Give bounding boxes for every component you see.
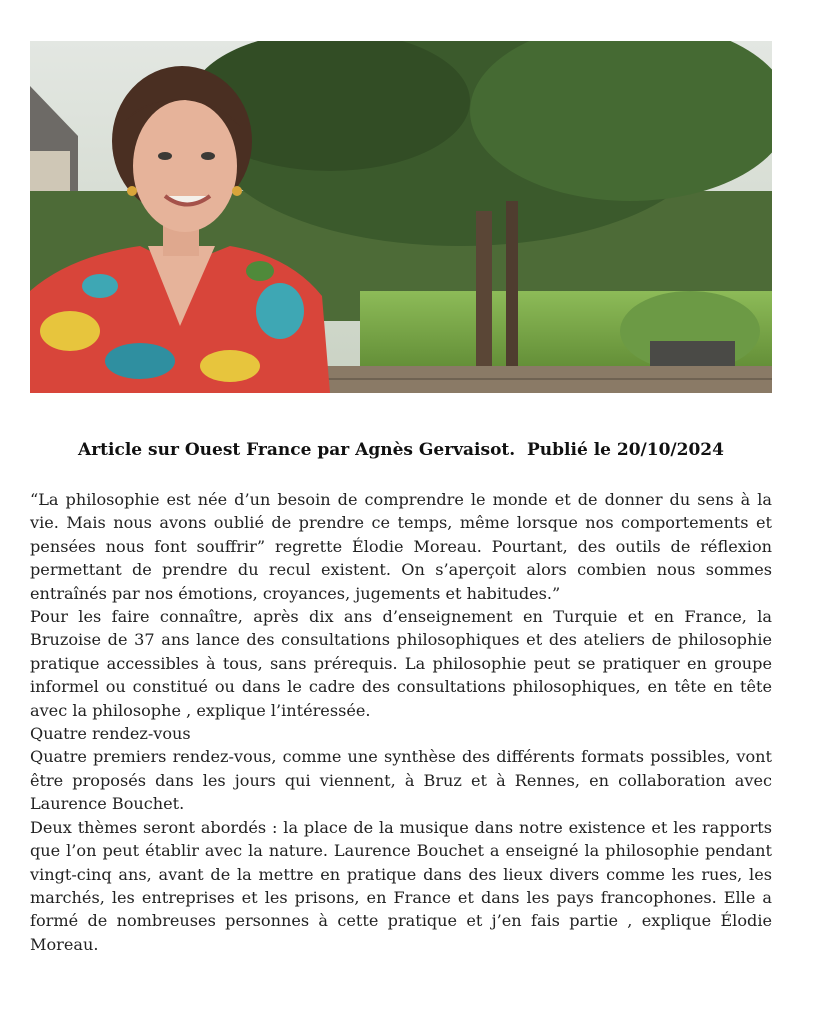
article-paragraph: “La philosophie est née d’un besoin de comprendre le monde et de donner du sens à la vie. Mais nous avons oublié de prendre ce temps, même lorsque nos comportements et pensées nous font souffrir” regrette Élodie Moreau. Pourtant, des outils de réflexion permettant de prendre du recul existent. On s’aperçoit alors combien nous sommes entraînés par nos émotions, croyances, jugements et habitudes.” <box>30 490 772 603</box>
article-body <box>30 488 772 956</box>
article-headline: Article sur Ouest France par Agnès Gervaisot. Publié le 20/10/2024 <box>78 440 724 460</box>
article-photo <box>30 41 772 393</box>
article-subheading: Quatre rendez-vous <box>30 724 191 744</box>
article-paragraph: Quatre premiers rendez-vous, comme une synthèse des différents formats possibles, vont être proposés dans les jours qui viennent, à Bruz et à Rennes, en collaboration avec Laurence Bouchet. <box>30 747 772 814</box>
face <box>133 100 237 232</box>
article-paragraph: Pour les faire connaître, après dix ans d’enseignement en Turquie et en France, la Bruzoise de 37 ans lance des consultations philosophiques et des ateliers de philosophie pratique accessibles à tous, sans prérequis. La philosophie peut se pratiquer en groupe informel ou constitué ou dans le cadre des consultations philosophiques, en tête en tête avec la philosophe , explique l’intéressée. <box>30 607 772 720</box>
article-paragraph: Deux thèmes seront abordés : la place de la musique dans notre existence et les rapports que l’on peut établir avec la nature. Laurence Bouchet a enseigné la philosophie pendant vingt-cinq ans, avant de la mettre en pratique dans des lieux divers comme les rues, les marchés, les entreprises et les prisons, en France et dans les pays francophones. Elle a formé de nombreuses personnes à cette pratique et j’en fais partie , explique Élodie Moreau. <box>30 817 772 954</box>
portrait-photo-illustration <box>30 41 772 393</box>
tree-trunk <box>476 211 492 371</box>
tree-trunk-2 <box>506 201 518 371</box>
